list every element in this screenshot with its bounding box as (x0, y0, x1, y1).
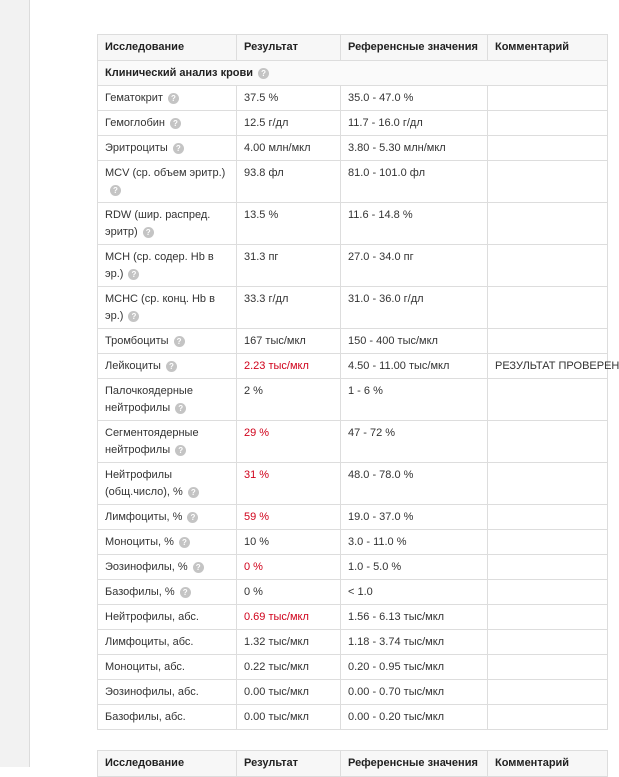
reference-range: 31.0 - 36.0 г/дл (341, 287, 488, 329)
column-header-comment: Комментарий (488, 35, 608, 61)
help-icon[interactable]: ? (173, 143, 184, 154)
column-header-comment: Комментарий (488, 751, 608, 777)
test-name-cell (98, 203, 237, 245)
result-value: 93.8 фл (237, 161, 341, 203)
comment-cell (488, 630, 608, 655)
reference-range: 1.56 - 6.13 тыс/мкл (341, 605, 488, 630)
help-icon[interactable]: ? (180, 587, 191, 598)
test-name-cell (98, 245, 237, 287)
comment-cell (488, 287, 608, 329)
help-icon[interactable]: ? (168, 93, 179, 104)
help-icon[interactable]: ? (128, 311, 139, 322)
help-icon[interactable]: ? (175, 403, 186, 414)
test-name: Лимфоциты, % (105, 511, 183, 523)
table-row (98, 111, 608, 136)
comment-cell (488, 161, 608, 203)
result-value: 0.00 тыс/мкл (237, 705, 341, 730)
help-icon[interactable]: ? (179, 537, 190, 548)
test-name: Эозинофилы, абс. (105, 686, 199, 698)
column-header-reference: Референсные значения (341, 35, 488, 61)
table-row (98, 605, 608, 630)
table-row (98, 245, 608, 287)
table-row (98, 329, 608, 354)
comment-cell (488, 379, 608, 421)
test-name-cell (98, 287, 237, 329)
reference-range: 11.7 - 16.0 г/дл (341, 111, 488, 136)
result-value: 167 тыс/мкл (237, 329, 341, 354)
reference-range: 27.0 - 34.0 пг (341, 245, 488, 287)
comment-cell (488, 329, 608, 354)
reference-range: 47 - 72 % (341, 421, 488, 463)
result-value: 0.22 тыс/мкл (237, 655, 341, 680)
section-title: Клинический анализ крови (105, 67, 254, 79)
comment-cell (488, 680, 608, 705)
table-header-row (98, 35, 608, 61)
table-row (98, 463, 608, 505)
test-name: Нейтрофилы, абс. (105, 611, 199, 623)
test-name: Лейкоциты (105, 360, 161, 372)
reference-range: 4.50 - 11.00 тыс/мкл (341, 354, 488, 379)
comment-cell (488, 111, 608, 136)
test-name: Базофилы, % (105, 586, 175, 598)
test-name: MCV (ср. объем эритр.) (105, 167, 226, 179)
reference-range: 0.20 - 0.95 тыс/мкл (341, 655, 488, 680)
result-value: 31.3 пг (237, 245, 341, 287)
test-name: RDW (шир. распред. эритр) (105, 209, 211, 238)
reference-range: 0.00 - 0.20 тыс/мкл (341, 705, 488, 730)
table-row (98, 630, 608, 655)
reference-range: 1 - 6 % (341, 379, 488, 421)
result-value: 59 % (237, 505, 341, 530)
table-row (98, 421, 608, 463)
result-value: 4.00 млн/мкл (237, 136, 341, 161)
result-value: 2 % (237, 379, 341, 421)
test-name-cell (98, 136, 237, 161)
test-name-cell (98, 505, 237, 530)
help-icon[interactable]: ? (128, 269, 139, 280)
comment-cell (488, 580, 608, 605)
test-name: Гемоглобин (105, 117, 165, 129)
left-sidebar-gutter (0, 0, 30, 767)
result-value: 0 % (237, 580, 341, 605)
result-value: 31 % (237, 463, 341, 505)
comment-cell (488, 530, 608, 555)
table-row (98, 680, 608, 705)
table-row (98, 287, 608, 329)
column-header-test: Исследование (98, 35, 237, 61)
table-row (98, 530, 608, 555)
comment-cell (488, 203, 608, 245)
comment-cell (488, 655, 608, 680)
reference-range: 35.0 - 47.0 % (341, 86, 488, 111)
results-body (98, 61, 619, 730)
test-name: Палочкоядерные нейтрофилы (105, 385, 193, 414)
column-header-reference: Референсные значения (341, 751, 488, 777)
help-icon[interactable]: ? (166, 361, 177, 372)
reference-range: 3.80 - 5.30 млн/мкл (341, 136, 488, 161)
help-icon[interactable]: ? (193, 562, 204, 573)
test-name: Лимфоциты, абс. (105, 636, 194, 648)
test-name-cell (98, 530, 237, 555)
table-row (98, 354, 608, 379)
column-header-result: Результат (237, 751, 341, 777)
test-name: Сегментоядерные нейтрофилы (105, 427, 199, 456)
result-value: 13.5 % (237, 203, 341, 245)
help-icon[interactable]: ? (143, 227, 154, 238)
result-value: 1.32 тыс/мкл (237, 630, 341, 655)
test-name-cell (98, 161, 237, 203)
test-name: Моноциты, абс. (105, 661, 185, 673)
table-row (98, 379, 608, 421)
test-name: MCHC (ср. конц. Hb в эр.) (105, 293, 215, 322)
comment-cell (488, 605, 608, 630)
reference-range: 150 - 400 тыс/мкл (341, 329, 488, 354)
test-name-cell (98, 705, 237, 730)
test-name: MCH (ср. содер. Hb в эр.) (105, 251, 214, 280)
reference-range: 19.0 - 37.0 % (341, 505, 488, 530)
test-name-cell (98, 379, 237, 421)
comment-cell (488, 705, 608, 730)
result-value: 2.23 тыс/мкл (237, 354, 341, 379)
help-icon[interactable]: ? (187, 512, 198, 523)
test-name: Моноциты, % (105, 536, 174, 548)
help-icon[interactable]: ? (175, 445, 186, 456)
reference-range: < 1.0 (341, 580, 488, 605)
table-row (98, 136, 608, 161)
test-name: Эритроциты (105, 142, 168, 154)
table-row (98, 580, 608, 605)
test-name: Гематокрит (105, 92, 163, 104)
comment-cell (488, 463, 608, 505)
test-name-cell (98, 329, 237, 354)
comment-cell: РЕЗУЛЬТАТ ПРОВЕРЕН (488, 354, 608, 379)
help-icon[interactable]: ? (174, 336, 185, 347)
table-header-row (98, 751, 608, 777)
test-name-cell (98, 555, 237, 580)
reference-range: 3.0 - 11.0 % (341, 530, 488, 555)
result-value: 0.69 тыс/мкл (237, 605, 341, 630)
reference-range: 1.0 - 5.0 % (341, 555, 488, 580)
table-row (98, 203, 608, 245)
help-icon[interactable]: ? (110, 185, 121, 196)
test-name-cell (98, 463, 237, 505)
test-name: Тромбоциты (105, 335, 169, 347)
help-icon[interactable]: ? (170, 118, 181, 129)
result-value: 29 % (237, 421, 341, 463)
section-title-cell (98, 61, 608, 86)
test-name-cell (98, 605, 237, 630)
test-name-cell (98, 680, 237, 705)
test-name-cell (98, 630, 237, 655)
result-value: 33.3 г/дл (237, 287, 341, 329)
comment-cell (488, 505, 608, 530)
table-row (98, 555, 608, 580)
test-name: Эозинофилы, % (105, 561, 188, 573)
result-value: 12.5 г/дл (237, 111, 341, 136)
comment-cell (488, 555, 608, 580)
table-row (98, 161, 608, 203)
reference-range: 11.6 - 14.8 % (341, 203, 488, 245)
help-icon[interactable]: ? (258, 68, 269, 79)
result-value: 37.5 % (237, 86, 341, 111)
comment-cell (488, 421, 608, 463)
section-row (98, 61, 608, 86)
table-row (98, 705, 608, 730)
comment-cell (488, 245, 608, 287)
table-row (98, 86, 608, 111)
column-header-test: Исследование (98, 751, 237, 777)
test-name-cell (98, 421, 237, 463)
table-row (98, 655, 608, 680)
test-name-cell (98, 655, 237, 680)
result-value: 0.00 тыс/мкл (237, 680, 341, 705)
reference-range: 0.00 - 0.70 тыс/мкл (341, 680, 488, 705)
test-name-cell (98, 580, 237, 605)
test-name: Нейтрофилы (общ.число), % (105, 469, 183, 498)
results-table (97, 34, 619, 730)
comment-cell (488, 86, 608, 111)
reference-range: 81.0 - 101.0 фл (341, 161, 488, 203)
results-table-2 (97, 750, 608, 777)
test-name-cell (98, 354, 237, 379)
test-name: Базофилы, абс. (105, 711, 186, 723)
comment-cell (488, 136, 608, 161)
help-icon[interactable]: ? (188, 487, 199, 498)
table-row (98, 505, 608, 530)
test-name-cell (98, 111, 237, 136)
result-value: 10 % (237, 530, 341, 555)
reference-range: 48.0 - 78.0 % (341, 463, 488, 505)
reference-range: 1.18 - 3.74 тыс/мкл (341, 630, 488, 655)
test-name-cell (98, 86, 237, 111)
result-value: 0 % (237, 555, 341, 580)
column-header-result: Результат (237, 35, 341, 61)
